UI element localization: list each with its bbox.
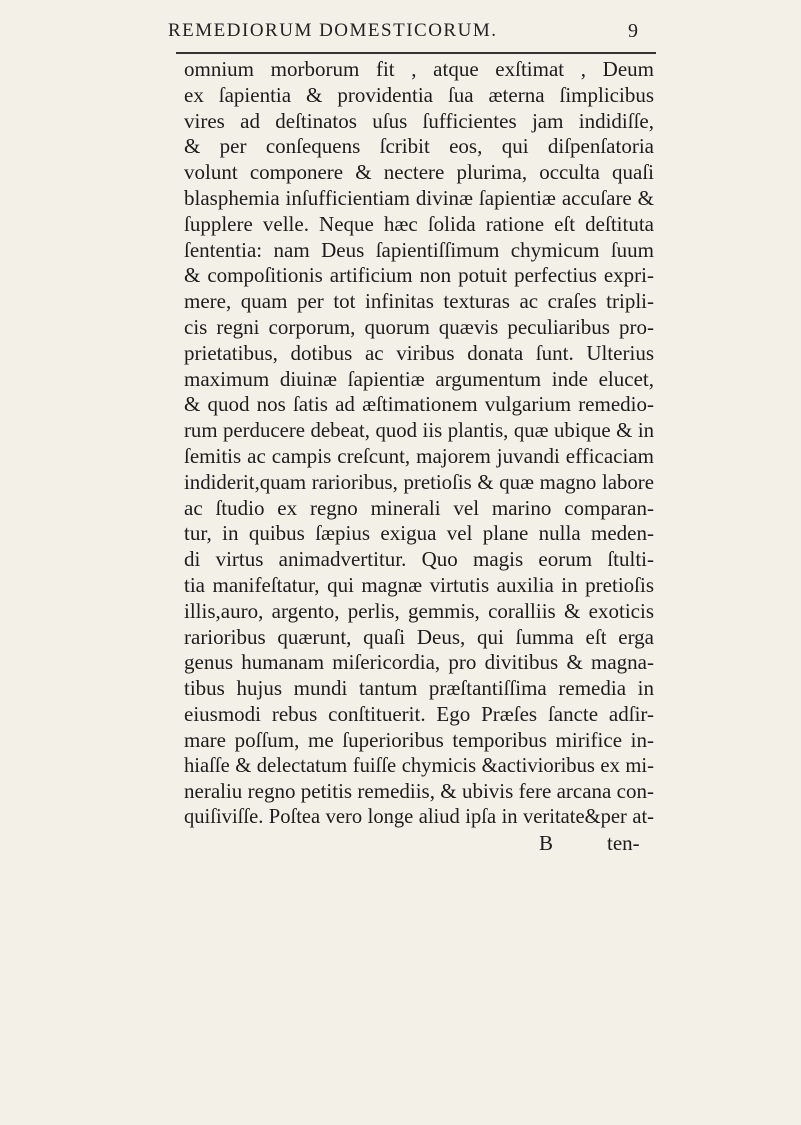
text-line: & compoſitionis artificium non potuit perfectius expri- bbox=[184, 263, 654, 288]
text-line: rum perducere debeat, quod iis plantis, quæ ubique & in bbox=[184, 418, 654, 443]
text-line: ſupplere velle. Neque hæc ſolida ratione eſt deſtituta bbox=[184, 211, 654, 236]
running-head: REMEDIORUM DOMESTICORUM. bbox=[168, 20, 498, 41]
page-number: 9 bbox=[628, 20, 638, 42]
text-line: mere, quam per tot infinitas texturas ac craſes tripli- bbox=[184, 289, 654, 314]
text-line: rarioribus quærunt, quaſi Deus, qui ſumma eſt erga bbox=[184, 624, 654, 649]
header-rule bbox=[176, 52, 656, 54]
text-line: omnium morborum fit , atque exſtimat , Deum bbox=[184, 57, 654, 81]
text-line: tur, in quibus ſæpius exigua vel plane nulla meden- bbox=[184, 521, 654, 546]
text-line: hiaſſe & delectatum fuiſſe chymicis &activioribus ex mi- bbox=[184, 754, 654, 777]
text-line: cis regni corporum, quorum quævis peculiaribus pro- bbox=[184, 314, 654, 339]
text-line: & per conſequens ſcribit eos, qui diſpenſatoria bbox=[184, 134, 654, 159]
text-line: tibus hujus mundi tantum præſtantiſſima remedia in bbox=[184, 676, 654, 701]
text-line: neraliu regno petitis remediis, & ubivis fere arcana con- bbox=[184, 779, 654, 804]
text-line: maximum diuinæ ſapientiæ argumentum inde elucet, bbox=[184, 366, 654, 391]
text-line: volunt componere & nectere plurima, occulta quaſi bbox=[184, 160, 654, 185]
text-line: blasphemia inſufficientiam divinæ ſapientiæ accuſare & bbox=[184, 185, 654, 210]
text-line: ſemitis ac campis creſcunt, majorem juvandi efficaciam bbox=[184, 443, 654, 468]
text-line: prietatibus, dotibus ac viribus donata ſunt. Ulterius bbox=[184, 340, 654, 365]
text-line: di virtus animadvertitur. Quo magis eorum ſtulti- bbox=[184, 547, 654, 572]
text-line: ſententia: nam Deus ſapientiſſimum chymicum ſuum bbox=[184, 237, 654, 262]
text-line: vires ad deſtinatos uſus ſufficientes jam indidiſſe, bbox=[184, 108, 654, 133]
body-text bbox=[184, 57, 654, 857]
text-line: tia manifeſtatur, qui magnæ virtutis auxilia in pretioſis bbox=[184, 572, 654, 597]
signature-line bbox=[184, 831, 654, 857]
text-line: & quod nos ſatis ad æſtimationem vulgarium remedio- bbox=[184, 392, 654, 417]
text-line: quiſiviſſe. Poſtea vero longe aliud ipſa in veritate&per at- bbox=[184, 806, 654, 829]
text-line: ex ſapientia & providentia ſua æterna ſimplicibus bbox=[184, 82, 654, 107]
text-line: eiusmodi rebus conſtituerit. Ego Præſes ſancte adſir- bbox=[184, 701, 654, 726]
text-line: indiderit,quam rarioribus, pretioſis & quæ magno labore bbox=[184, 469, 654, 494]
text-line: mare poſſum, me ſuperioribus temporibus mirifice in- bbox=[184, 727, 654, 752]
signature-mark: B bbox=[539, 830, 554, 855]
text-line: genus humanam miſericordia, pro divitibus & magna- bbox=[184, 650, 654, 675]
catchword: ten- bbox=[607, 830, 640, 855]
text-line: illis,auro, argento, perlis, gemmis, coralliis & exoticis bbox=[184, 598, 654, 623]
text-line: ac ſtudio ex regno minerali vel marino comparan- bbox=[184, 495, 654, 520]
